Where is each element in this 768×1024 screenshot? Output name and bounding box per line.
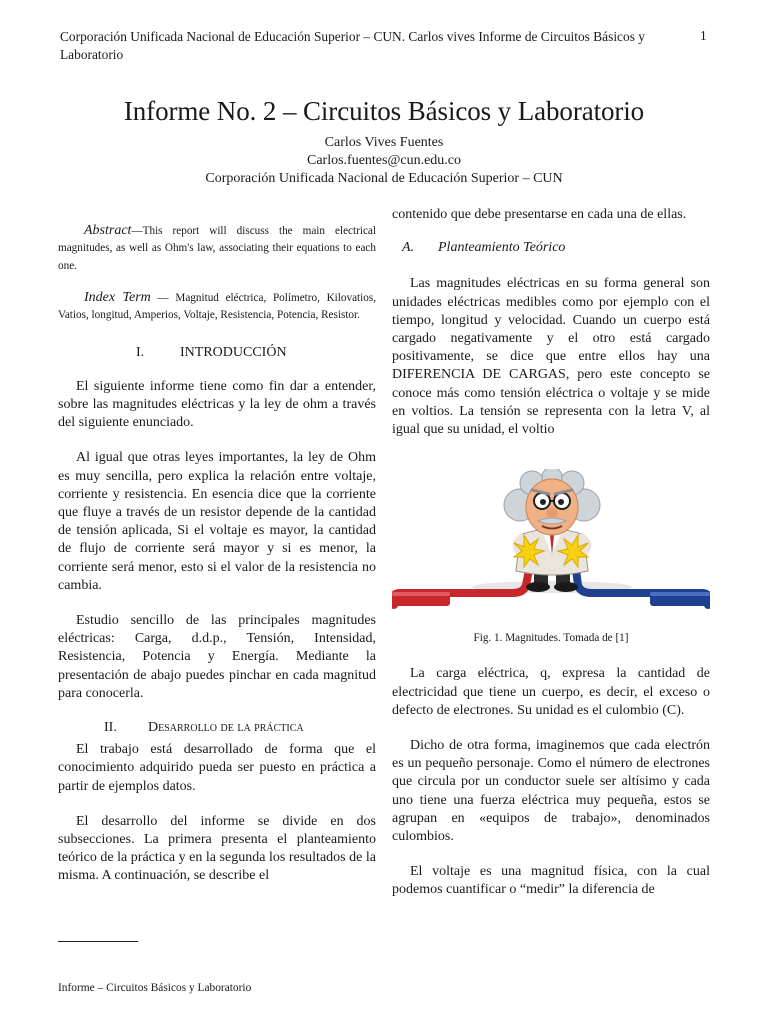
abstract (58, 222, 376, 275)
section-intro-heading (58, 344, 376, 362)
author-institution: Corporación Unificada Nacional de Educación Superior – CUN (205, 171, 563, 186)
subsection-a-heading (392, 239, 710, 257)
page-number: 1 (700, 28, 707, 43)
right-column (392, 206, 710, 900)
paragraph: La carga eléctrica, q, expresa la cantidad de electricidad que tiene un cuerpo, es decir, el exceso o defecto de electrones. Su unidad es el culombio (C). (392, 666, 710, 718)
paragraph: contenido que debe presentarse en cada una de ellas. (392, 207, 687, 222)
paragraph: El siguiente informe tiene como fin dar a entender, sobre las magnitudes eléctricas y la ley de ohm a través del siguiente enunciado. (58, 378, 376, 431)
paragraph: El desarrollo del informe se divide en dos subsecciones. La primera presenta el planteamiento teórico de la práctica y en la segunda los resultados de la misma. A continuación, se describe el (58, 813, 376, 884)
paragraph: El voltaje es una magnitud física, con la cual podemos cuantificar o “medir” la diferencia de (392, 864, 710, 898)
paragraph: Estudio sencillo de las principales magnitudes eléctricas: Carga, d.d.p., Tensión, Intensidad, Resistencia, Potencia y Energía. Mediante la presentación de abajo puedes pinchar en cada magnitud para conocerla. (58, 612, 376, 701)
author-email: Carlos.fuentes@cun.edu.co (306, 153, 461, 168)
figure-caption: Fig. 1. Magnitudes. Tomada de [1] (473, 632, 629, 645)
subsection-number: A. (402, 240, 415, 256)
author-name: Carlos Vives Fuentes (324, 135, 444, 150)
abstract-text: —This report will discuss the main electrical magnitudes, as well as Ohm's law, associating their equations to each one. (58, 225, 376, 272)
section-desarrollo-heading (58, 719, 376, 737)
index-terms-label: Index Term (84, 289, 151, 305)
section-number: II. (104, 719, 117, 735)
figure-scientist-illustration (392, 469, 710, 617)
paragraph: Las magnitudes eléctricas en su forma general son unidades eléctricas medibles como por ejemplo con el tiempo, longitud y velocidad. Cuando un cuerpo está cargado negativamente y el otro está cargado positivamente, se dice que entre ellos hay una DIFERENCIA DE CARGAS, pero este concepto se conoce más como tensión eléctrica o voltaje y se mide en voltios. La tensión se representa con la letra V, al igual que su unidad, el voltio (392, 276, 710, 438)
author-block (0, 134, 768, 188)
footnote-rule (58, 941, 138, 942)
page-footer: Informe – Circuitos Básicos y Laboratorio (58, 982, 252, 994)
paragraph: Al igual que otras leyes importantes, la ley de Ohm es muy sencilla, pero explica la relación entre voltaje, corriente y resistencia. En esencia dice que la corriente que fluye a través de un resistor depende de la cantidad de tensión aplicada, Si el voltaje es mayor, la cantidad de flujo de corriente será mayor y si es menor, la corriente será menor, esto si el valor de la resistencia no cambia. (58, 450, 376, 593)
left-column (58, 222, 376, 886)
paper-title: Informe No. 2 – Circuitos Básicos y Laboratorio (123, 96, 645, 126)
index-terms-text: — Magnitud eléctrica, Polímetro, Kilovatios, Vatios, longitud, Amperios, Voltaje, Resistencia, Potencia, Resistor. (58, 291, 376, 322)
paragraph: Dicho de otra forma, imaginemos que cada electrón es un pequeño personaje. Como el número de electrones que circula por un conductor suele ser altísimo y cada uno tiene una fuerza eléctrica muy pequeña, estos se agrupan en «equipos de trabajo», denominados culombios. (392, 738, 710, 845)
paragraph: El trabajo está desarrollado de forma que el conocimiento adquirido pueda ser puesto en práctica a partir de ejemplos datos. (58, 742, 376, 794)
section-number: I. (136, 345, 145, 361)
abstract-label: Abstract (84, 223, 132, 238)
index-terms (58, 289, 376, 325)
subsection-title: Planteamiento Teórico (438, 240, 566, 256)
section-title: INTRODUCCIÓN (180, 345, 287, 361)
running-header: Corporación Unificada Nacional de Educación Superior – CUN. Carlos vives Informe de Circuitos Básicos y Laboratorio (60, 29, 645, 62)
section-title: Desarrollo de la práctica (148, 719, 304, 735)
scientist-cables-image (392, 469, 710, 617)
